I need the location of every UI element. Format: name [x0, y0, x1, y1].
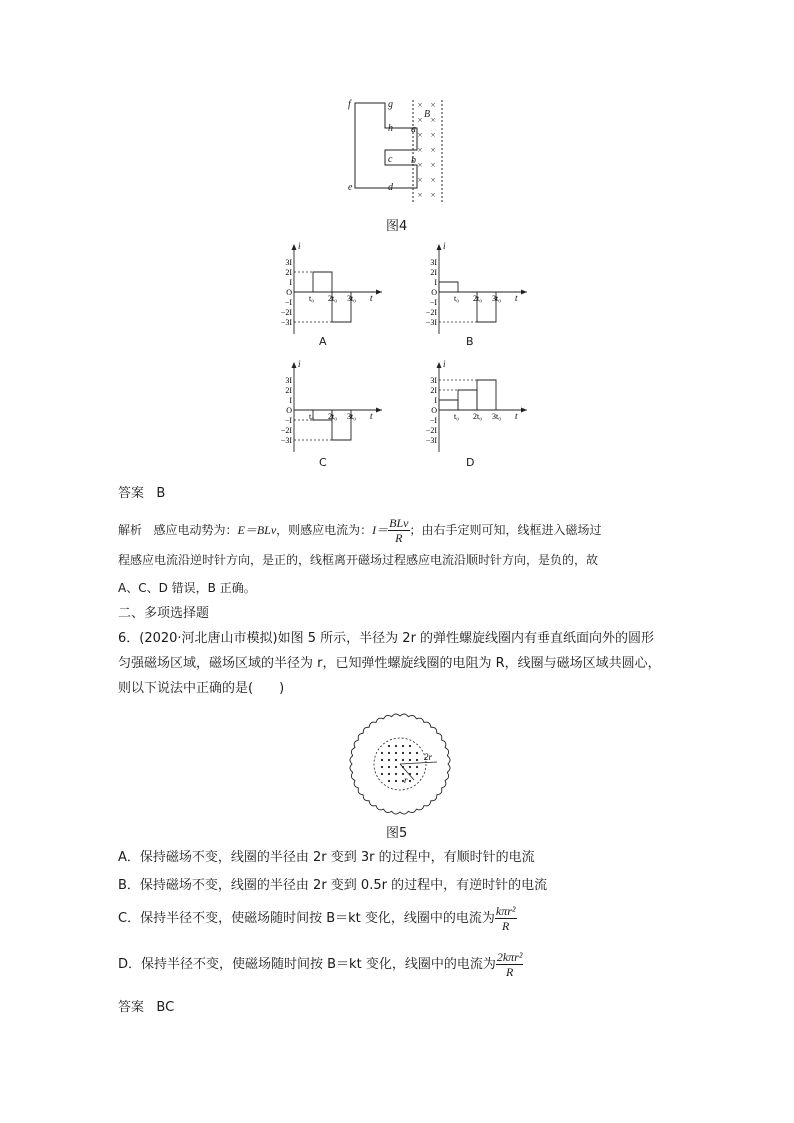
y-tick-label: I [289, 278, 292, 287]
option-C [118, 904, 517, 933]
x-tick-label: 3t₀ [492, 294, 502, 303]
x-tick-label: 2t₀ [473, 412, 483, 421]
field-dot [416, 773, 418, 775]
field-dot [388, 759, 390, 761]
axis-label-i: i [298, 359, 301, 369]
y-tick-label: 2I [285, 268, 292, 277]
field-dot [409, 766, 411, 768]
field-dot [395, 745, 397, 747]
y-tick-label: O [431, 406, 437, 415]
current-step [477, 380, 496, 410]
field-dot [388, 780, 390, 782]
fraction-denominator: R [502, 919, 510, 933]
current-step [313, 272, 332, 292]
x-tick-label: 2t₀ [328, 294, 338, 303]
analysis-line-2: 程感应电流沿逆时针方向，是正的，线框离开磁场过程感应电流沿顺时针方向，是负的，故 [118, 553, 599, 567]
axis-label-i: i [443, 241, 446, 251]
x-tick-label: 3t₀ [492, 412, 502, 421]
y-tick-label: 2I [430, 268, 437, 277]
y-tick-label: 3I [430, 258, 437, 267]
y-tick-label: O [431, 288, 437, 297]
svg-text:×: × [430, 175, 436, 185]
field-dot [381, 766, 383, 768]
answer-1 [118, 482, 165, 501]
answer-value: B [156, 486, 166, 501]
q6-line-3: 则以下说法中正确的是( ) [118, 681, 285, 696]
y-tick-label: −I [284, 298, 292, 307]
graph-label-B: B [466, 335, 474, 348]
field-dot [395, 780, 397, 782]
fraction-denominator: R [395, 531, 403, 545]
current-step [439, 400, 458, 410]
q6-line-1: 6．(2020·河北唐山市模拟)如图 5 所示，半径为 2r 的弹性螺旋线圈内有垂直纸面向外的圆形 [118, 631, 655, 646]
field-dot [388, 752, 390, 754]
y-tick-label: −I [284, 416, 292, 425]
answer-label: 答案 [118, 486, 145, 501]
graph-label-D: D [466, 456, 475, 469]
label-d: d [388, 182, 393, 193]
x-tick-label: 3t₀ [347, 294, 357, 303]
svg-text:×: × [417, 190, 423, 200]
svg-text:×: × [430, 160, 436, 170]
fraction-numerator: 2kπr² [496, 950, 523, 964]
section-title: 二、多项选择题 [118, 606, 210, 621]
option-C-text: C．保持半径不变，使磁场随时间按 B＝kt 变化，线圈中的电流为 [118, 911, 495, 926]
graph-D [405, 358, 535, 453]
y-tick-label: −2I [280, 308, 292, 317]
label-g: g [388, 99, 393, 110]
field-dot [388, 766, 390, 768]
y-tick-label: −3I [425, 318, 437, 327]
figure-5 [340, 712, 460, 822]
y-tick-label: O [286, 288, 292, 297]
axis-label-t: t [370, 293, 373, 303]
option-A: A．保持磁场不变，线圈的半径由 2r 变到 3r 的过程中，有顺时针的电流 [118, 850, 535, 865]
option-C-fraction [495, 904, 517, 933]
y-tick-label: 3I [430, 376, 437, 385]
label-e: e [348, 182, 353, 193]
fraction-denominator: R [505, 965, 514, 979]
field-dot [409, 759, 411, 761]
answer-value: BC [156, 1000, 175, 1015]
analysis-line-3: A、C、D 错误，B 正确。 [118, 581, 256, 595]
y-tick-label: I [434, 396, 437, 405]
field-dot [388, 745, 390, 747]
option-B: B．保持磁场不变，线圈的半径由 2r 变到 0.5r 的过程中，有逆时针的电流 [118, 878, 548, 893]
field-dot [416, 752, 418, 754]
q6-line-2: 匀强磁场区域，磁场区域的半径为 r，已知弹性螺旋线圈的电阻为 R，线圈与磁场区域共圆心， [118, 656, 661, 671]
field-dot [395, 773, 397, 775]
label-h: h [388, 123, 393, 134]
y-tick-label: −I [429, 298, 437, 307]
y-tick-label: −3I [280, 436, 292, 445]
field-dot [381, 752, 383, 754]
emf-formula: E＝BLv [237, 523, 277, 537]
field-dot [409, 745, 411, 747]
graph-label-C: C [319, 456, 327, 469]
y-tick-label: 3I [285, 258, 292, 267]
y-tick-label: −3I [425, 436, 437, 445]
y-tick-label: 2I [430, 386, 437, 395]
option-D-fraction [496, 950, 524, 979]
y-tick-label: −2I [280, 426, 292, 435]
y-tick-label: I [289, 396, 292, 405]
option-D [118, 950, 523, 979]
y-tick-label: I [434, 278, 437, 287]
analysis-label: 解析 [118, 523, 143, 537]
svg-text:×: × [430, 100, 436, 110]
field-dot [409, 780, 411, 782]
graph-B [405, 240, 535, 335]
svg-text:×: × [430, 145, 436, 155]
fraction-numerator: BLv [389, 516, 409, 530]
svg-text:×: × [430, 190, 436, 200]
field-dot [388, 773, 390, 775]
x-tick-label: 2t₀ [328, 412, 338, 421]
field-dot [395, 759, 397, 761]
y-tick-label: −I [429, 416, 437, 425]
label-a: a [411, 124, 416, 135]
field-dot [402, 752, 404, 754]
label-2r: 2r [424, 752, 433, 762]
label-f: f [348, 99, 351, 110]
field-dot [395, 766, 397, 768]
option-D-text: D．保持半径不变，使磁场随时间按 B＝kt 变化，线圈中的电流为 [118, 957, 496, 972]
fraction-numerator: kπr² [495, 904, 516, 918]
svg-text:×: × [417, 100, 423, 110]
analysis-text: ，则感应电流为： [276, 523, 373, 537]
svg-text:×: × [417, 145, 423, 155]
answer-label: 答案 [118, 1000, 145, 1015]
x-tick-label: t₀ [309, 294, 315, 303]
svg-text:×: × [417, 115, 423, 125]
svg-text:×: × [417, 175, 423, 185]
axis-label-i: i [298, 241, 301, 251]
y-tick-label: O [286, 406, 292, 415]
field-dot [402, 745, 404, 747]
field-dot [416, 759, 418, 761]
graph-C [260, 358, 390, 453]
axis-label-t: t [515, 293, 518, 303]
field-dot [381, 759, 383, 761]
y-tick-label: −2I [425, 426, 437, 435]
figure-4 [340, 95, 460, 210]
svg-text:×: × [430, 115, 436, 125]
analysis-text: ；由右手定则可知，线框进入磁场过 [409, 523, 602, 537]
field-dot [409, 752, 411, 754]
y-tick-label: 3I [285, 376, 292, 385]
figure-5-caption: 图5 [386, 826, 408, 841]
axis-label-t: t [370, 411, 373, 421]
axis-label-i: i [443, 359, 446, 369]
x-tick-label: 2t₀ [473, 294, 483, 303]
current-step [458, 390, 477, 410]
label-r: r [404, 775, 408, 785]
field-dot [416, 766, 418, 768]
x-tick-label: t₀ [454, 412, 460, 421]
label-b: b [411, 155, 416, 166]
current-formula: I＝ [372, 523, 389, 537]
svg-text:×: × [417, 160, 423, 170]
field-dot [402, 759, 404, 761]
x-tick-label: 3t₀ [347, 412, 357, 421]
field-dot [381, 773, 383, 775]
y-tick-label: 2I [285, 386, 292, 395]
current-step [439, 282, 458, 292]
svg-text:×: × [430, 130, 436, 140]
current-fraction [388, 516, 409, 545]
y-tick-label: −2I [425, 308, 437, 317]
x-tick-label: t₀ [309, 412, 315, 421]
svg-text:×: × [417, 130, 423, 140]
figure-4-caption: 图4 [386, 219, 408, 234]
label-c: c [388, 154, 393, 165]
axis-label-t: t [515, 411, 518, 421]
analysis-line-1 [118, 516, 602, 545]
field-dot [395, 752, 397, 754]
answer-2 [118, 996, 174, 1015]
graph-label-A: A [319, 335, 327, 348]
x-tick-label: t₀ [454, 294, 460, 303]
label-B: B [424, 109, 431, 120]
y-tick-label: −3I [280, 318, 292, 327]
analysis-text: 感应电动势为： [153, 523, 238, 537]
graph-A [260, 240, 390, 335]
